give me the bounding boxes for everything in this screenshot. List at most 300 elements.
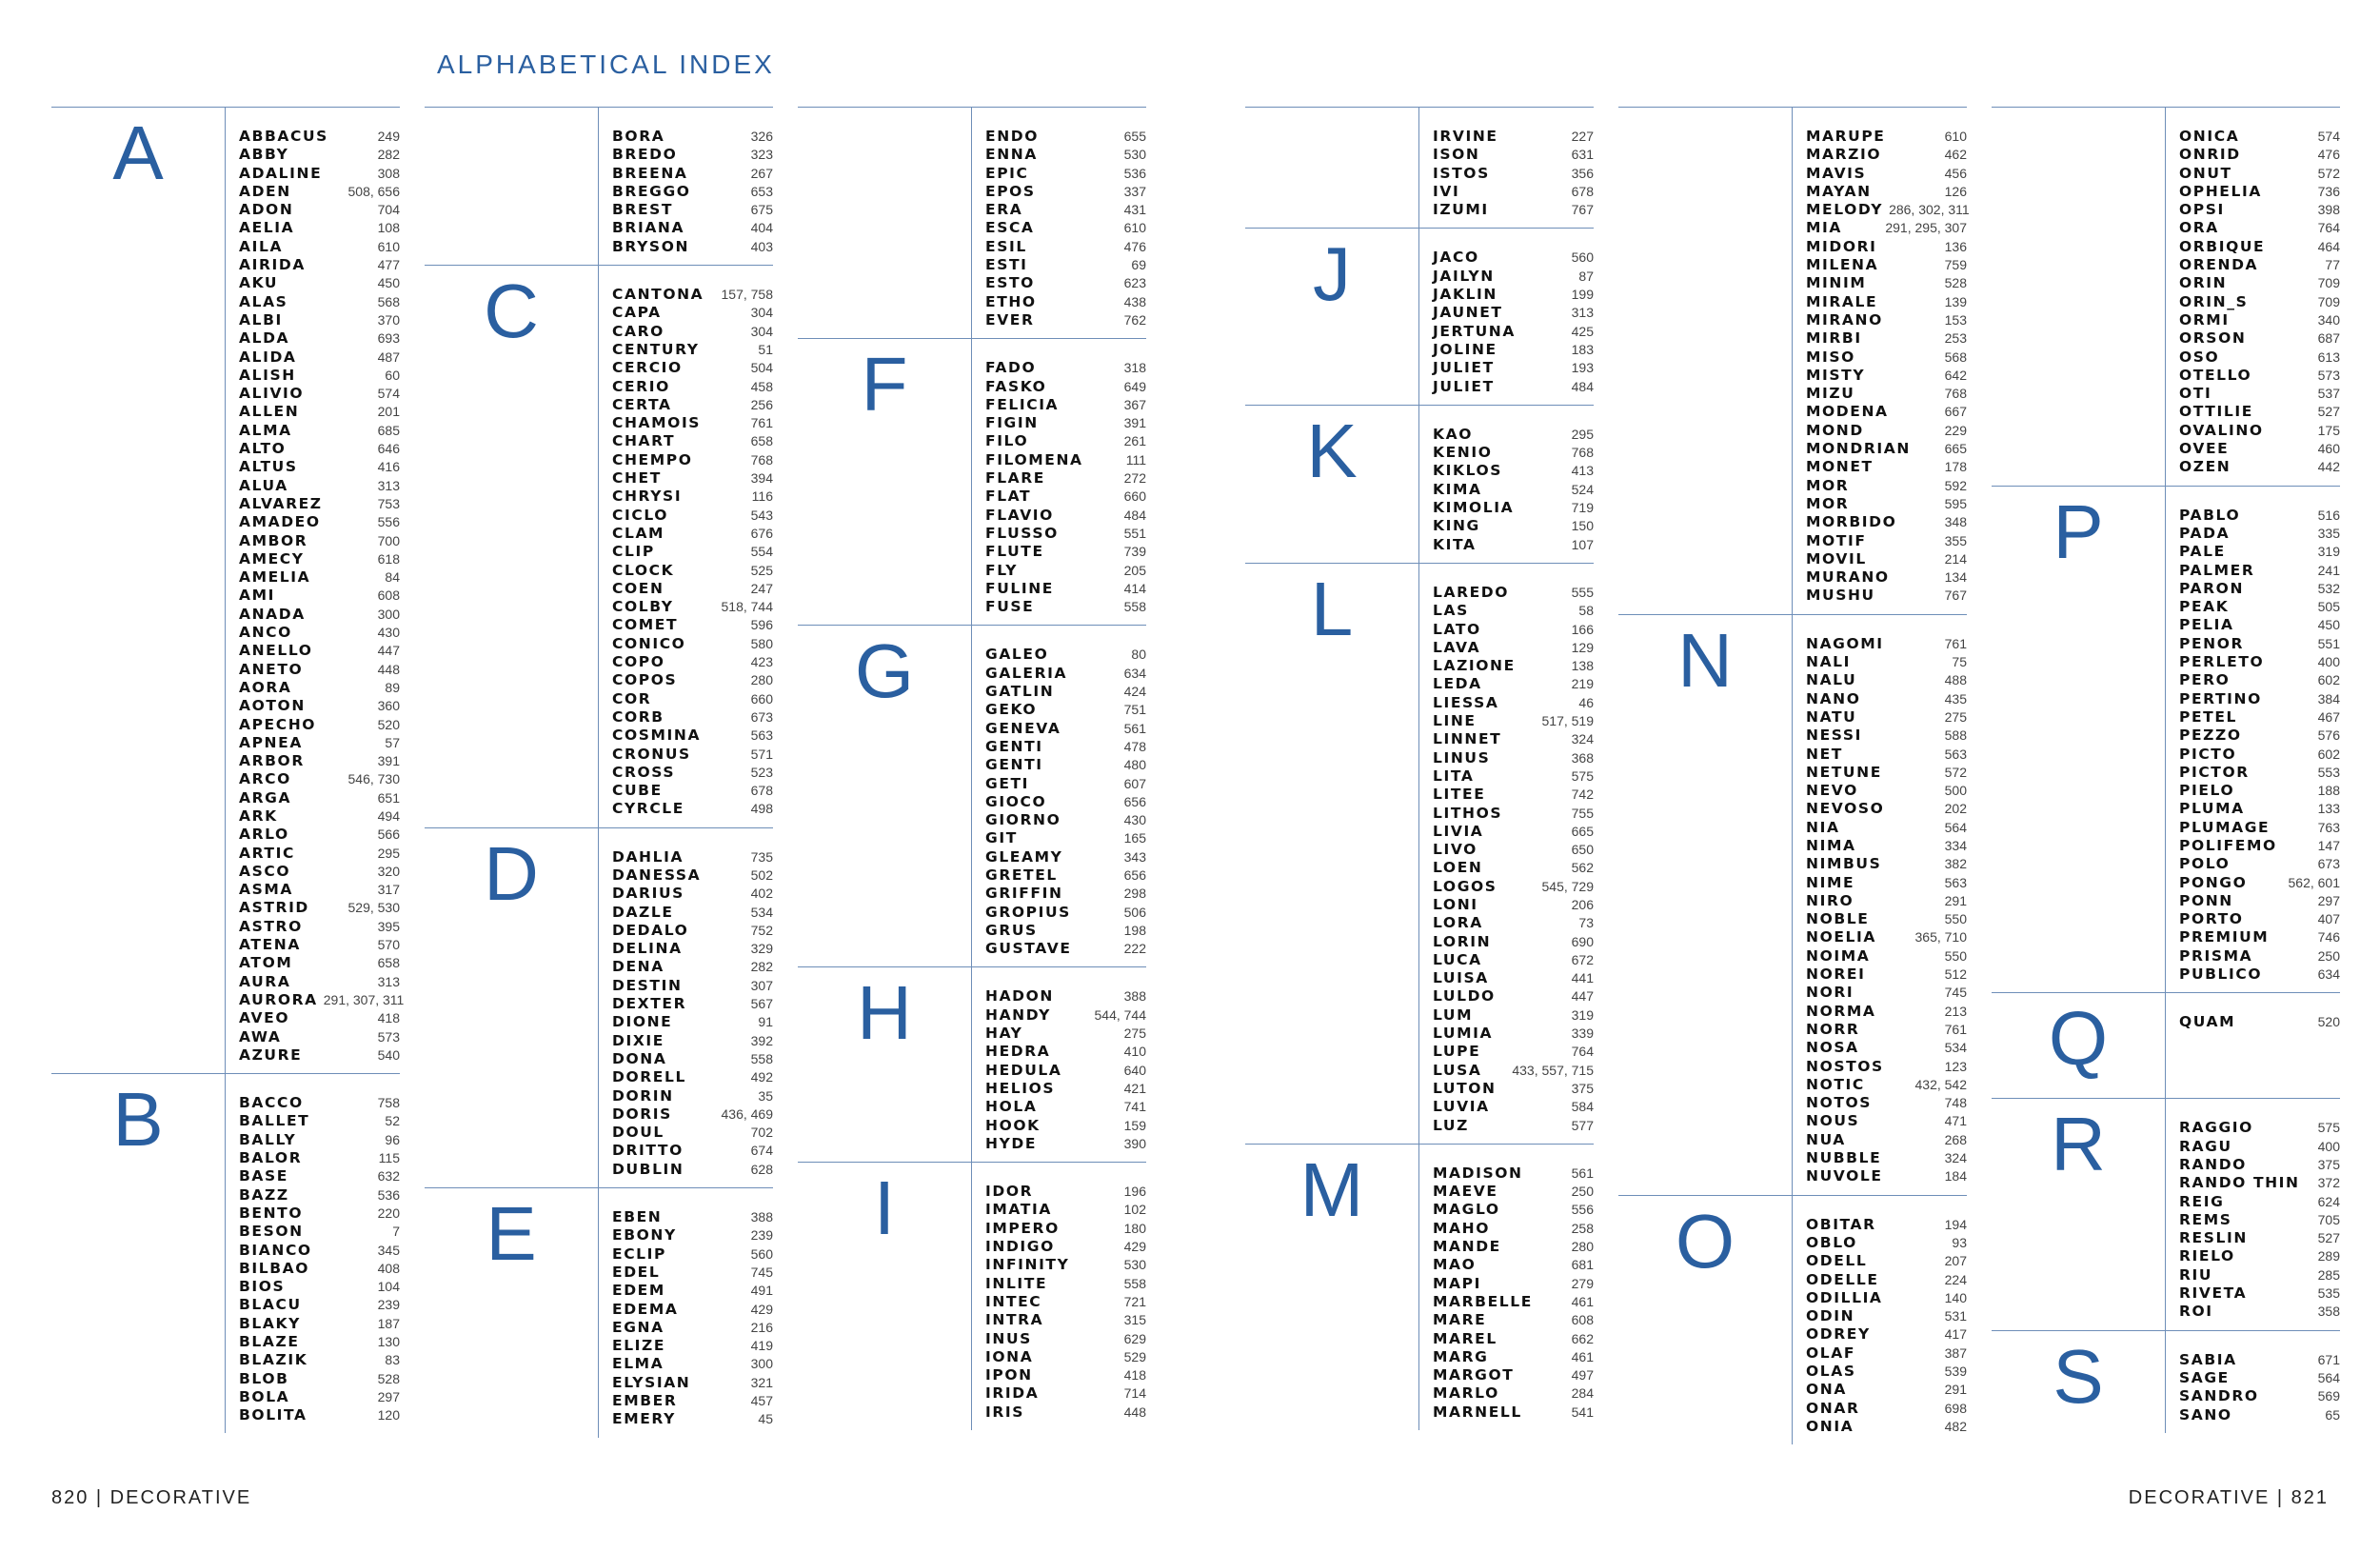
- index-entry: [1806, 1234, 1967, 1252]
- index-entry: [239, 293, 400, 311]
- typeface-name: MIRALE: [1806, 292, 1878, 310]
- index-entry: [1433, 1366, 1594, 1384]
- page-numbers: 52: [385, 1113, 400, 1129]
- index-entry: [1433, 951, 1594, 969]
- typeface-name: RESLIN: [2179, 1229, 2248, 1247]
- entry-list: [239, 1074, 400, 1433]
- page-numbers: 447: [1571, 988, 1594, 1005]
- typeface-name: NOTIC: [1806, 1075, 1865, 1093]
- page-numbers: 337: [1123, 183, 1146, 199]
- page-numbers: 157, 758: [721, 287, 773, 303]
- page-numbers: 714: [1123, 1385, 1146, 1402]
- page-numbers: 153: [1944, 311, 1967, 328]
- index-entry: [985, 683, 1146, 701]
- entry-list: [1806, 108, 1970, 614]
- typeface-name: IONA: [985, 1347, 1034, 1365]
- index-entry: [239, 403, 400, 421]
- index-entry: [985, 1080, 1146, 1098]
- page-numbers: 175: [2317, 422, 2340, 438]
- typeface-name: ODELL: [1806, 1252, 1868, 1270]
- typeface-name: PEAK: [2179, 598, 2230, 616]
- index-entry: [612, 165, 773, 183]
- typeface-name: NOSTOS: [1806, 1057, 1884, 1075]
- page-numbers: 441: [1571, 970, 1594, 986]
- entry-list: [612, 1188, 773, 1438]
- page-numbers: 198: [1123, 922, 1146, 938]
- page-numbers: 543: [750, 507, 773, 523]
- page-numbers: 628: [750, 1161, 773, 1177]
- page-numbers: 313: [377, 477, 400, 493]
- index-entry: [2179, 580, 2340, 598]
- page-numbers: 298: [1123, 886, 1146, 902]
- index-entry: [1433, 675, 1594, 693]
- typeface-name: QUAM: [2179, 1013, 2236, 1031]
- typeface-name: FLAVIO: [985, 506, 1054, 524]
- index-entry: [239, 1131, 400, 1149]
- typeface-name: FELICIA: [985, 395, 1060, 413]
- index-entry: [239, 661, 400, 679]
- index-column: [798, 107, 1146, 1430]
- typeface-name: LONI: [1433, 895, 1478, 913]
- page-numbers: 423: [750, 654, 773, 670]
- page-numbers: 577: [1571, 1117, 1594, 1133]
- typeface-name: BLAZE: [239, 1333, 300, 1350]
- index-section: [425, 1187, 773, 1438]
- index-entry: [612, 183, 773, 201]
- typeface-name: NOSA: [1806, 1039, 1859, 1057]
- typeface-name: ORA: [2179, 219, 2219, 237]
- page-numbers: 494: [377, 807, 400, 824]
- page-numbers: 51: [758, 341, 773, 357]
- page-numbers: 419: [750, 1338, 773, 1354]
- index-entry: [612, 690, 773, 708]
- index-entry: [239, 697, 400, 715]
- index-entry: [985, 646, 1146, 664]
- index-entry: [239, 679, 400, 697]
- index-entry: [2179, 1247, 2340, 1265]
- index-entry: [985, 525, 1146, 543]
- section-letter: H: [857, 970, 912, 1056]
- section-letter: B: [112, 1077, 164, 1163]
- typeface-name: JAILYN: [1433, 267, 1495, 285]
- page-numbers: 719: [1571, 500, 1594, 516]
- index-entry: [985, 1062, 1146, 1080]
- index-entry: [1806, 1167, 1967, 1185]
- typeface-name: MODENA: [1806, 403, 1889, 421]
- typeface-name: MAPI: [1433, 1274, 1481, 1292]
- index-section: [1245, 563, 1594, 1144]
- page-numbers: 139: [1944, 293, 1967, 309]
- index-entry: [985, 720, 1146, 738]
- typeface-name: IRIS: [985, 1403, 1025, 1421]
- typeface-name: MILENA: [1806, 256, 1879, 274]
- index-entry: [985, 665, 1146, 683]
- index-entry: [1433, 201, 1594, 219]
- index-entry: [1433, 1348, 1594, 1366]
- page-numbers: 629: [1123, 1330, 1146, 1346]
- index-entry: [2179, 671, 2340, 689]
- page-numbers: 295: [377, 845, 400, 861]
- typeface-name: NANO: [1806, 689, 1861, 707]
- index-entry: [612, 616, 773, 634]
- typeface-name: AIRIDA: [239, 256, 306, 274]
- page-numbers: 313: [1571, 305, 1594, 321]
- index-entry: [1806, 440, 1967, 458]
- index-entry: [1806, 782, 1967, 800]
- page-numbers: 80: [1131, 647, 1146, 663]
- page-numbers: 367: [1123, 396, 1146, 412]
- page-numbers: 534: [750, 904, 773, 920]
- index-entry: [239, 716, 400, 734]
- page-numbers: 267: [750, 165, 773, 181]
- typeface-name: COLBY: [612, 598, 674, 616]
- page-numbers: 227: [1571, 129, 1594, 144]
- typeface-name: MISO: [1806, 348, 1855, 366]
- index-entry: [2179, 525, 2340, 543]
- typeface-name: OZEN: [2179, 458, 2231, 476]
- page-numbers: 136: [1944, 238, 1967, 254]
- typeface-name: GENTI: [985, 756, 1043, 774]
- typeface-name: CHEMPO: [612, 450, 693, 468]
- typeface-name: ALTO: [239, 440, 287, 458]
- typeface-name: GEKO: [985, 701, 1038, 719]
- page-numbers: 488: [1944, 672, 1967, 688]
- index-entry: [1806, 1021, 1967, 1039]
- page-numbers: 690: [1571, 933, 1594, 949]
- page-numbers: 536: [377, 1186, 400, 1203]
- page-numbers: 520: [377, 716, 400, 732]
- typeface-name: BACCO: [239, 1094, 304, 1112]
- index-entry: [1433, 426, 1594, 444]
- page-numbers: 640: [1123, 1062, 1146, 1078]
- section-letter: F: [861, 342, 908, 428]
- index-entry: [612, 866, 773, 885]
- index-entry: [985, 451, 1146, 469]
- typeface-name: CAPA: [612, 304, 662, 322]
- typeface-name: POLO: [2179, 855, 2231, 873]
- index-entry: [1806, 1039, 1967, 1057]
- index-entry: [2179, 201, 2340, 219]
- typeface-name: RIU: [2179, 1265, 2213, 1284]
- page-numbers: 75: [1952, 654, 1967, 670]
- page-numbers: 528: [1944, 275, 1967, 291]
- page-numbers: 250: [2317, 947, 2340, 964]
- typeface-name: NIMA: [1806, 836, 1856, 854]
- page-numbers: 300: [377, 606, 400, 622]
- page-numbers: 279: [1571, 1275, 1594, 1291]
- index-entry: [2179, 348, 2340, 367]
- typeface-name: ONA: [1806, 1381, 1847, 1399]
- typeface-name: MAHO: [1433, 1219, 1490, 1237]
- typeface-name: BREGGO: [612, 182, 691, 200]
- page-numbers: 372: [2317, 1175, 2340, 1191]
- typeface-name: FADO: [985, 359, 1037, 377]
- section-letter: J: [1313, 231, 1351, 317]
- index-entry: [239, 550, 400, 568]
- typeface-name: BREST: [612, 201, 674, 219]
- index-entry: [2179, 238, 2340, 256]
- typeface-name: BLAKY: [239, 1314, 301, 1332]
- typeface-name: MAVIS: [1806, 164, 1867, 182]
- page-numbers: 602: [2317, 746, 2340, 762]
- index-entry: [612, 414, 773, 432]
- typeface-name: CYRCLE: [612, 800, 684, 818]
- entry-list: [2179, 993, 2340, 1040]
- typeface-name: NUA: [1806, 1130, 1846, 1148]
- page-numbers: 761: [1944, 1021, 1967, 1037]
- typeface-name: MAREL: [1433, 1329, 1497, 1347]
- section-letter: C: [484, 269, 539, 354]
- typeface-name: FILO: [985, 432, 1029, 450]
- page-numbers: 500: [1944, 783, 1967, 799]
- typeface-name: NEVOSO: [1806, 800, 1885, 818]
- page-numbers: 205: [1123, 562, 1146, 578]
- typeface-name: AILA: [239, 237, 284, 255]
- page-numbers: 484: [1571, 378, 1594, 394]
- index-entry: [985, 1098, 1146, 1116]
- index-entry: [612, 543, 773, 561]
- typeface-name: ORIN_S: [2179, 292, 2249, 310]
- index-entry: [612, 1161, 773, 1179]
- page-numbers: 249: [377, 129, 400, 144]
- index-entry: [1806, 550, 1967, 568]
- typeface-name: PICTO: [2179, 745, 2237, 763]
- page-numbers: 224: [1944, 1271, 1967, 1287]
- typeface-name: NESSI: [1806, 727, 1862, 745]
- typeface-name: LUSA: [1433, 1061, 1482, 1079]
- footer-left: 820 | DECORATIVE: [51, 1487, 252, 1508]
- typeface-name: RANDO: [2179, 1155, 2247, 1173]
- page-numbers: 35: [758, 1087, 773, 1104]
- index-section: [798, 966, 1146, 1162]
- page-numbers: 433, 557, 715: [1512, 1062, 1594, 1078]
- page-numbers: 184: [1944, 1168, 1967, 1185]
- page-numbers: 388: [1123, 988, 1146, 1005]
- typeface-name: CICLO: [612, 506, 669, 524]
- entry-list: [1433, 108, 1594, 228]
- typeface-name: IZUMI: [1433, 201, 1489, 219]
- page-numbers: 759: [1944, 257, 1967, 273]
- index-entry: [612, 1319, 773, 1337]
- typeface-name: MARBELLE: [1433, 1292, 1533, 1310]
- index-entry: [1806, 800, 1967, 818]
- typeface-name: KAO: [1433, 425, 1473, 443]
- index-entry: [1806, 653, 1967, 671]
- typeface-name: PADA: [2179, 524, 2231, 542]
- typeface-name: LINNET: [1433, 730, 1502, 748]
- typeface-name: GUSTAVE: [985, 940, 1072, 958]
- typeface-name: GRUS: [985, 921, 1038, 939]
- page-numbers: 575: [1571, 767, 1594, 784]
- page-numbers: 573: [2317, 367, 2340, 383]
- page-numbers: 275: [1123, 1025, 1146, 1042]
- typeface-name: MARUPE: [1806, 128, 1886, 145]
- index-entry: [1806, 855, 1967, 873]
- index-entry: [612, 1226, 773, 1244]
- page-numbers: 425: [1571, 323, 1594, 339]
- page-numbers: 104: [377, 1279, 400, 1295]
- index-entry: [2179, 1229, 2340, 1247]
- entry-list: [612, 266, 773, 827]
- index-entry: [612, 562, 773, 580]
- typeface-name: IRIDA: [985, 1384, 1040, 1403]
- page-numbers: 394: [750, 470, 773, 487]
- index-entry: [1433, 146, 1594, 164]
- typeface-name: RAGGIO: [2179, 1119, 2253, 1137]
- typeface-name: CHART: [612, 432, 676, 450]
- page-numbers: 556: [377, 514, 400, 530]
- page-numbers: 767: [1571, 202, 1594, 218]
- page-numbers: 129: [1571, 639, 1594, 655]
- index-entry: [985, 1238, 1146, 1256]
- index-entry: [1433, 341, 1594, 359]
- index-column: [51, 107, 405, 1433]
- index-entry: [1433, 933, 1594, 951]
- typeface-name: RIVETA: [2179, 1284, 2248, 1303]
- typeface-name: INUS: [985, 1329, 1032, 1347]
- index-entry: [612, 1301, 773, 1319]
- index-entry: [239, 1242, 400, 1260]
- page-numbers: 658: [377, 955, 400, 971]
- typeface-name: LAZIONE: [1433, 657, 1516, 675]
- typeface-name: PORTO: [2179, 910, 2244, 928]
- page-numbers: 562: [1571, 860, 1594, 876]
- index-entry: [612, 432, 773, 450]
- index-entry: [2179, 1266, 2340, 1284]
- page-numbers: 201: [377, 404, 400, 420]
- index-entry: [239, 1046, 400, 1065]
- typeface-name: ANELLO: [239, 642, 313, 660]
- page-numbers: 188: [2317, 783, 2340, 799]
- page-numbers: 693: [377, 330, 400, 347]
- typeface-name: BIOS: [239, 1278, 286, 1296]
- page-numbers: 492: [750, 1069, 773, 1085]
- entry-list: [2179, 1099, 2340, 1329]
- page-numbers: 568: [377, 293, 400, 309]
- index-entry: [1433, 1062, 1594, 1080]
- page-numbers: 506: [1123, 904, 1146, 920]
- entry-list: [2179, 108, 2340, 486]
- page-numbers: 674: [750, 1143, 773, 1159]
- typeface-name: DESTIN: [612, 976, 683, 994]
- typeface-name: ALTUS: [239, 458, 298, 476]
- page-numbers: 768: [1571, 445, 1594, 461]
- page-numbers: 562, 601: [2288, 874, 2340, 890]
- index-entry: [985, 866, 1146, 885]
- page-numbers: 413: [1571, 463, 1594, 479]
- typeface-name: ASMA: [239, 881, 293, 899]
- index-entry: [1806, 458, 1967, 476]
- typeface-name: PETEL: [2179, 707, 2237, 726]
- index-entry: [985, 507, 1146, 525]
- typeface-name: PENOR: [2179, 634, 2245, 652]
- typeface-name: BLAZIK: [239, 1351, 308, 1369]
- typeface-name: CLOCK: [612, 561, 675, 579]
- typeface-name: DEXTER: [612, 995, 687, 1013]
- index-entry: [2179, 1211, 2340, 1229]
- typeface-name: EMERY: [612, 1410, 676, 1428]
- index-entry: [239, 1009, 400, 1027]
- page-numbers: 539: [1944, 1364, 1967, 1379]
- index-entry: [2179, 800, 2340, 818]
- typeface-name: AURORA: [239, 990, 318, 1008]
- section-letter: K: [1306, 408, 1358, 493]
- index-entry: [2179, 219, 2340, 237]
- index-entry: [2179, 635, 2340, 653]
- typeface-name: FASKO: [985, 377, 1047, 395]
- index-entry: [612, 1087, 773, 1105]
- page-numbers: 84: [385, 569, 400, 586]
- index-section: [1618, 107, 1970, 614]
- index-entry: [2179, 1406, 2340, 1424]
- typeface-name: MARZIO: [1806, 146, 1882, 164]
- typeface-name: NEVO: [1806, 782, 1858, 800]
- page-numbers: 665: [1944, 441, 1967, 457]
- page-numbers: 403: [750, 238, 773, 254]
- page-numbers: 126: [1944, 183, 1967, 199]
- typeface-name: HEDRA: [985, 1043, 1051, 1061]
- page-numbers: 358: [2317, 1304, 2340, 1320]
- typeface-name: LUPE: [1433, 1043, 1481, 1061]
- index-entry: [1433, 378, 1594, 396]
- index-entry: [612, 1392, 773, 1410]
- index-section: [425, 265, 773, 827]
- index-entry: [239, 422, 400, 440]
- typeface-name: RANDO THIN: [2179, 1174, 2300, 1192]
- index-entry: [2179, 819, 2340, 837]
- page-numbers: 618: [377, 550, 400, 567]
- typeface-name: OTTILIE: [2179, 403, 2253, 421]
- index-entry: [239, 477, 400, 495]
- page-numbers: 286, 302, 311: [1889, 202, 1970, 218]
- index-entry: [2179, 1284, 2340, 1303]
- index-entry: [239, 256, 400, 274]
- typeface-name: ENNA: [985, 146, 1038, 164]
- index-entry: [1806, 1363, 1967, 1381]
- typeface-name: PARON: [2179, 579, 2245, 597]
- page-numbers: 631: [1571, 147, 1594, 163]
- page-numbers: 213: [1944, 1003, 1967, 1019]
- typeface-name: HADON: [985, 987, 1054, 1005]
- index-entry: [2179, 598, 2340, 616]
- page-numbers: 87: [1578, 268, 1594, 284]
- page-numbers: 574: [2317, 129, 2340, 144]
- typeface-name: MISTY: [1806, 366, 1866, 384]
- typeface-name: MOVIL: [1806, 549, 1867, 567]
- page-numbers: 575: [2317, 1120, 2340, 1136]
- typeface-name: IVI: [1433, 182, 1460, 200]
- page-numbers: 295: [1571, 426, 1594, 442]
- page-numbers: 536: [1123, 165, 1146, 181]
- index-entry: [1806, 837, 1967, 855]
- typeface-name: GIOCO: [985, 792, 1047, 810]
- page-numbers: 400: [2317, 654, 2340, 670]
- typeface-name: COMET: [612, 616, 679, 634]
- typeface-name: LUMIA: [1433, 1025, 1494, 1043]
- typeface-name: MINIM: [1806, 274, 1867, 292]
- typeface-name: MARLO: [1433, 1384, 1499, 1403]
- section-letter: R: [2051, 1102, 2106, 1187]
- index-entry: [1433, 444, 1594, 462]
- index-entry: [2179, 183, 2340, 201]
- typeface-name: PLUMAGE: [2179, 818, 2271, 836]
- typeface-name: HOOK: [985, 1116, 1041, 1134]
- index-entry: [985, 811, 1146, 829]
- page-numbers: 60: [385, 367, 400, 383]
- index-entry: [239, 1370, 400, 1388]
- index-entry: [1433, 730, 1594, 748]
- typeface-name: MAYAN: [1806, 182, 1872, 200]
